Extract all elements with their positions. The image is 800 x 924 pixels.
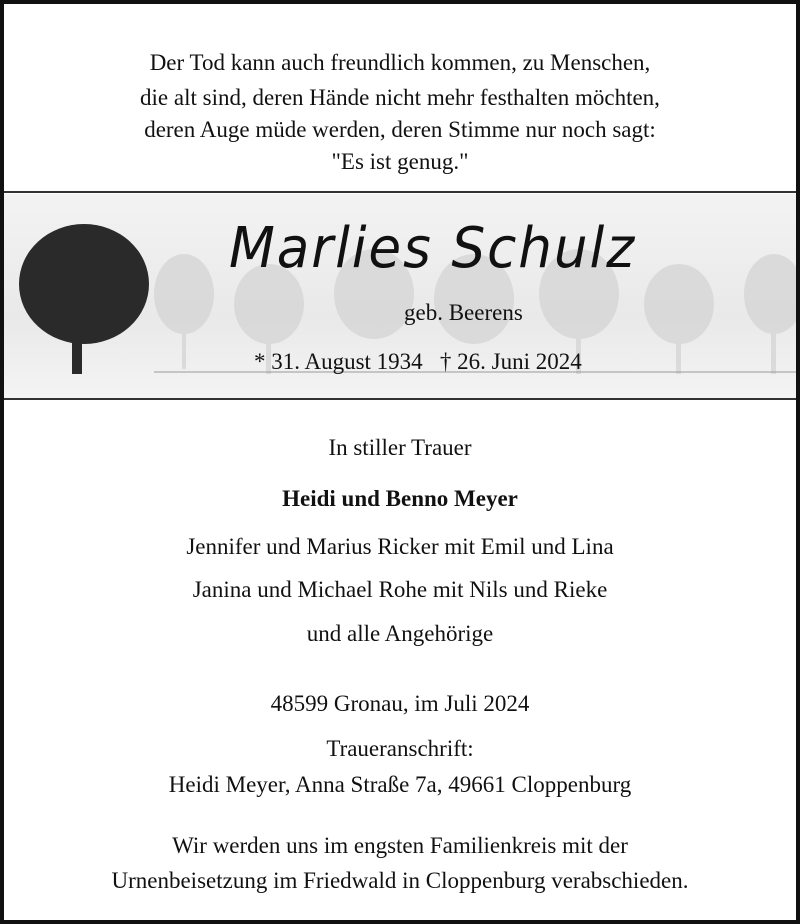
place-date: 48599 Gronau, im Juli 2024 [270,691,530,716]
maiden-name: geb. Beerens [404,300,523,325]
closing-line: Urnenbeisetzung im Friedwald in Cloppenburg verabschieden. [111,868,689,893]
mourner-line: Janina und Michael Rohe mit Nils und Rieke [192,577,608,602]
primary-mourners: Heidi und Benno Meyer [282,486,518,511]
poem-line: Der Tod kann auch freundlich kommen, zu Menschen, [149,50,651,75]
divider-bottom [4,398,796,400]
mourner-line: Jennifer und Marius Ricker mit Emil und Lina [186,534,614,559]
banner [4,194,796,399]
mourning-intro: In stiller Trauer [328,435,472,460]
address-label: Traueranschrift: [326,736,474,761]
deceased-name: Marlies Schulz [229,216,637,281]
poem-line: deren Auge müde werden, deren Stimme nur noch sagt: [144,117,656,142]
poem-line: die alt sind, deren Hände nicht mehr festhalten möchten, [140,85,660,110]
mourner-line: und alle Angehörige [306,621,494,646]
poem-line: "Es ist genug." [331,149,469,174]
life-dates: * 31. August 1934 † 26. Juni 2024 [254,349,582,374]
address-value: Heidi Meyer, Anna Straße 7a, 49661 Cloppenburg [168,772,632,797]
closing-line: Wir werden uns im engsten Familienkreis mit der [172,833,628,858]
divider-top [4,191,796,193]
